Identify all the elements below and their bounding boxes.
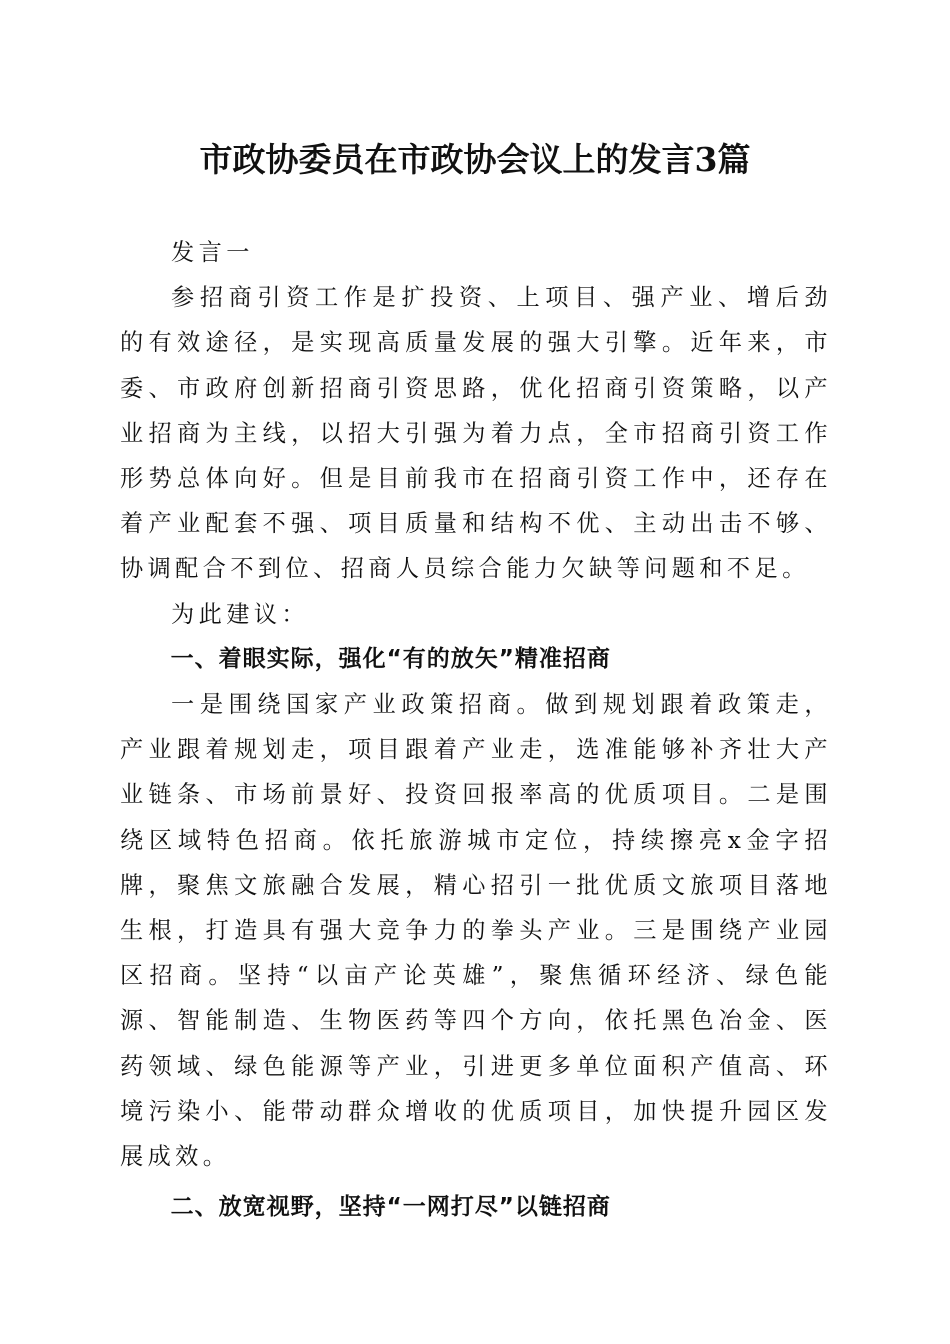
document-title: 市政协委员在市政协会议上的发言3篇 xyxy=(199,140,751,179)
section-2-heading: 二、放宽视野，坚持“一网打尽”以链招商 xyxy=(170,1194,611,1221)
document-body xyxy=(120,230,832,1230)
section-1-heading: 一、着眼实际，强化“有的放矢”精准招商 xyxy=(170,645,611,672)
suggestion-lead: 为此建议： xyxy=(171,600,309,628)
intro-paragraph: 参招商引资工作是扩投资、上项目、强产业、增后劲的有效途径，是实现高质量发展的强大引擎。近年来，市委、市政府创新招商引资思路，优化招商引资策略，以产业招商为主线，以招大引强为着力点，全市招商引资工作形势总体向好。但是目前我市在招商引资工作中，还存在着产业配套不强、项目质量和结构不优、主动出击不够、协调配合不到位、招商人员综合能力欠缺等问题和不足。 xyxy=(120,284,832,583)
section-1-paragraph: 一是围绕国家产业政策招商。做到规划跟着政策走，产业跟着规划走，项目跟着产业走，选准能够补齐壮大产业链条、市场前景好、投资回报率高的优质项目。二是围绕区域特色招商。依托旅游城市定位，持续擦亮x金字招牌，聚焦文旅融合发展，精心招引一批优质文旅项目落地生根，打造具有强大竞争力的拳头产业。三是围绕产业园区招商。坚持“以亩产论英雄”，聚焦循环经济、绿色能源、智能制造、生物医药等四个方向，依托黑色冶金、医药领域、绿色能源等产业，引进更多单位面积产值高、环境污染小、能带动群众增收的优质项目，加快提升园区发展成效。 xyxy=(120,691,832,1171)
speech-label: 发言一 xyxy=(171,239,254,266)
